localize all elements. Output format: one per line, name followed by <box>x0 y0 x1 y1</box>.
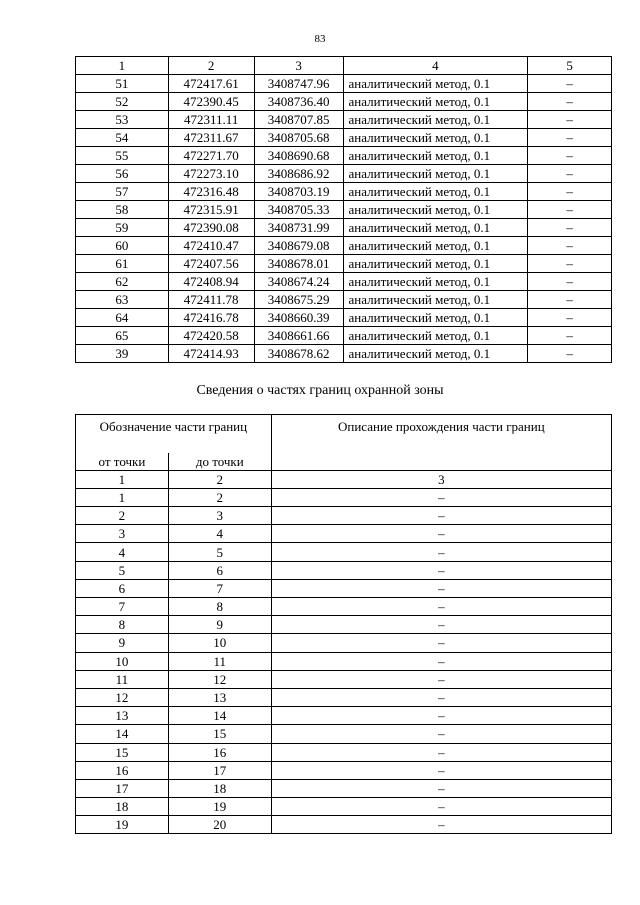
table-cell: – <box>528 75 612 93</box>
table-row <box>76 725 612 743</box>
table-cell: – <box>271 579 611 597</box>
designation-header: Обозначение части границ <box>76 415 272 453</box>
table-cell: 3408674.24 <box>254 273 343 291</box>
table-row <box>76 75 612 93</box>
table-cell: – <box>271 761 611 779</box>
table-cell: – <box>271 652 611 670</box>
table-cell: 3408707.85 <box>254 111 343 129</box>
parts-header-row <box>76 415 612 453</box>
table-row <box>76 507 612 525</box>
table-cell: 3408690.68 <box>254 147 343 165</box>
table-cell: 52 <box>76 93 169 111</box>
table-cell: 14 <box>76 725 169 743</box>
table-cell: 472417.61 <box>168 75 254 93</box>
table-cell: 3408705.68 <box>254 129 343 147</box>
column-header: 4 <box>343 57 528 75</box>
table-cell: аналитический метод, 0.1 <box>343 273 528 291</box>
table-cell: 9 <box>168 616 271 634</box>
table-row <box>76 816 612 834</box>
table-cell: 472411.78 <box>168 291 254 309</box>
table-cell: 16 <box>76 761 169 779</box>
table-cell: 4 <box>168 525 271 543</box>
table-cell: аналитический метод, 0.1 <box>343 147 528 165</box>
table-row <box>76 598 612 616</box>
table-cell: 6 <box>168 561 271 579</box>
table-row <box>76 93 612 111</box>
section-title: Сведения о частях границ охранной зоны <box>196 383 444 398</box>
table-row <box>76 634 612 652</box>
table-cell: 3408705.33 <box>254 201 343 219</box>
table-cell: 54 <box>76 129 169 147</box>
table-cell: 18 <box>76 798 169 816</box>
table-cell: – <box>528 273 612 291</box>
table-cell: 2 <box>168 488 271 506</box>
table-cell: 17 <box>168 761 271 779</box>
column-header: 1 <box>76 57 169 75</box>
table-cell: 1 <box>76 488 169 506</box>
table-cell: 11 <box>168 652 271 670</box>
table-cell: 3408703.19 <box>254 183 343 201</box>
table-cell: 3408678.01 <box>254 255 343 273</box>
table-cell: 53 <box>76 111 169 129</box>
table-row <box>76 129 612 147</box>
table-row <box>76 561 612 579</box>
table-row <box>76 579 612 597</box>
table-cell: аналитический метод, 0.1 <box>343 75 528 93</box>
table-row <box>76 652 612 670</box>
table-cell: – <box>528 201 612 219</box>
page-number: 83 <box>314 33 326 45</box>
table-row <box>76 743 612 761</box>
table-cell: – <box>528 255 612 273</box>
table-cell: – <box>528 147 612 165</box>
table-cell: 12 <box>168 670 271 688</box>
table-cell: 63 <box>76 291 169 309</box>
table-cell: 61 <box>76 255 169 273</box>
table-cell: 7 <box>76 598 169 616</box>
table-cell: 3408747.96 <box>254 75 343 93</box>
table-cell: – <box>528 309 612 327</box>
table-cell: аналитический метод, 0.1 <box>343 255 528 273</box>
table-cell: 472315.91 <box>168 201 254 219</box>
table-row <box>76 327 612 345</box>
column-header: 5 <box>528 57 612 75</box>
table-cell: аналитический метод, 0.1 <box>343 183 528 201</box>
parts-column-numbers-row <box>76 470 612 488</box>
table-cell: – <box>271 816 611 834</box>
table-row <box>76 345 612 363</box>
column-header: 2 <box>168 57 254 75</box>
table-row <box>76 543 612 561</box>
table-cell: аналитический метод, 0.1 <box>343 309 528 327</box>
from-point-header: от точки <box>76 453 169 471</box>
table-cell: 19 <box>168 798 271 816</box>
table-cell: – <box>271 561 611 579</box>
table-cell: 3408731.99 <box>254 219 343 237</box>
table-cell: 472390.45 <box>168 93 254 111</box>
table-row <box>76 525 612 543</box>
table-cell: 11 <box>76 670 169 688</box>
table-cell: 3408686.92 <box>254 165 343 183</box>
table-cell: – <box>271 688 611 706</box>
table-cell: – <box>271 779 611 797</box>
table-cell: аналитический метод, 0.1 <box>343 129 528 147</box>
column-number: 3 <box>271 470 611 488</box>
table-row <box>76 761 612 779</box>
table-cell: – <box>271 798 611 816</box>
table-cell: 62 <box>76 273 169 291</box>
table-cell: 20 <box>168 816 271 834</box>
column-number: 1 <box>76 470 169 488</box>
table-cell: 14 <box>168 707 271 725</box>
table-row <box>76 111 612 129</box>
table-cell: 10 <box>76 652 169 670</box>
table-row <box>76 616 612 634</box>
table-cell: 60 <box>76 237 169 255</box>
table-cell: 3408660.39 <box>254 309 343 327</box>
table-cell: – <box>271 616 611 634</box>
table-cell: 8 <box>168 598 271 616</box>
table-cell: – <box>528 219 612 237</box>
table-cell: 472407.56 <box>168 255 254 273</box>
table-cell: аналитический метод, 0.1 <box>343 327 528 345</box>
table-row <box>76 688 612 706</box>
table-cell: аналитический метод, 0.1 <box>343 165 528 183</box>
table-cell: аналитический метод, 0.1 <box>343 93 528 111</box>
table-cell: – <box>271 507 611 525</box>
table-cell: 18 <box>168 779 271 797</box>
table-cell: 3408675.29 <box>254 291 343 309</box>
table-cell: – <box>528 291 612 309</box>
table-cell: 15 <box>76 743 169 761</box>
table-cell: аналитический метод, 0.1 <box>343 237 528 255</box>
table-cell: – <box>528 129 612 147</box>
description-header: Описание прохождения части границ <box>271 415 611 471</box>
table-cell: 19 <box>76 816 169 834</box>
table-cell: 16 <box>168 743 271 761</box>
table-cell: – <box>271 725 611 743</box>
table-cell: – <box>528 93 612 111</box>
boundary-parts-table <box>75 414 612 834</box>
table-cell: – <box>528 165 612 183</box>
table-cell: аналитический метод, 0.1 <box>343 111 528 129</box>
table-cell: 57 <box>76 183 169 201</box>
table-cell: 472420.58 <box>168 327 254 345</box>
table-row <box>76 255 612 273</box>
coordinates-table <box>75 56 612 363</box>
table-cell: 3408679.08 <box>254 237 343 255</box>
table-cell: 472390.08 <box>168 219 254 237</box>
coordinates-header-row <box>76 57 612 75</box>
table-cell: – <box>271 743 611 761</box>
table-cell: аналитический метод, 0.1 <box>343 345 528 363</box>
column-number: 2 <box>168 470 271 488</box>
table-row <box>76 147 612 165</box>
table-cell: 56 <box>76 165 169 183</box>
table-cell: аналитический метод, 0.1 <box>343 201 528 219</box>
table-cell: – <box>271 488 611 506</box>
table-row <box>76 237 612 255</box>
column-header: 3 <box>254 57 343 75</box>
table-cell: 8 <box>76 616 169 634</box>
table-cell: – <box>528 237 612 255</box>
table-cell: 64 <box>76 309 169 327</box>
table-cell: – <box>271 670 611 688</box>
table-cell: 472316.48 <box>168 183 254 201</box>
table-cell: аналитический метод, 0.1 <box>343 291 528 309</box>
table-cell: 472273.10 <box>168 165 254 183</box>
table-cell: 3 <box>168 507 271 525</box>
table-row <box>76 291 612 309</box>
table-cell: 472414.93 <box>168 345 254 363</box>
table-cell: 472408.94 <box>168 273 254 291</box>
to-point-header: до точки <box>168 453 271 471</box>
table-cell: – <box>528 345 612 363</box>
table-cell: 472311.11 <box>168 111 254 129</box>
table-cell: 7 <box>168 579 271 597</box>
table-cell: 5 <box>168 543 271 561</box>
table-cell: 13 <box>168 688 271 706</box>
table-row <box>76 309 612 327</box>
table-cell: 4 <box>76 543 169 561</box>
table-cell: 59 <box>76 219 169 237</box>
table-row <box>76 201 612 219</box>
table-cell: – <box>271 634 611 652</box>
table-cell: – <box>271 598 611 616</box>
table-cell: 9 <box>76 634 169 652</box>
table-cell: – <box>271 543 611 561</box>
table-cell: 13 <box>76 707 169 725</box>
table-row <box>76 707 612 725</box>
table-row <box>76 183 612 201</box>
table-cell: 5 <box>76 561 169 579</box>
table-cell: 58 <box>76 201 169 219</box>
table-cell: 39 <box>76 345 169 363</box>
table-cell: 472416.78 <box>168 309 254 327</box>
table-cell: 10 <box>168 634 271 652</box>
table-row <box>76 219 612 237</box>
table-cell: – <box>528 183 612 201</box>
table-row <box>76 779 612 797</box>
table-row <box>76 670 612 688</box>
table-cell: 12 <box>76 688 169 706</box>
table-cell: 55 <box>76 147 169 165</box>
table-cell: 472311.67 <box>168 129 254 147</box>
table-cell: 3408678.62 <box>254 345 343 363</box>
table-cell: 3408736.40 <box>254 93 343 111</box>
table-cell: аналитический метод, 0.1 <box>343 219 528 237</box>
table-cell: – <box>271 707 611 725</box>
table-row <box>76 165 612 183</box>
table-cell: 472271.70 <box>168 147 254 165</box>
table-row <box>76 273 612 291</box>
table-cell: 3 <box>76 525 169 543</box>
table-cell: – <box>271 525 611 543</box>
table-row <box>76 488 612 506</box>
table-cell: – <box>528 327 612 345</box>
table-row <box>76 798 612 816</box>
table-cell: 51 <box>76 75 169 93</box>
table-cell: 472410.47 <box>168 237 254 255</box>
table-cell: – <box>528 111 612 129</box>
table-cell: 65 <box>76 327 169 345</box>
table-cell: 17 <box>76 779 169 797</box>
table-cell: 15 <box>168 725 271 743</box>
table-cell: 2 <box>76 507 169 525</box>
table-cell: 6 <box>76 579 169 597</box>
table-cell: 3408661.66 <box>254 327 343 345</box>
